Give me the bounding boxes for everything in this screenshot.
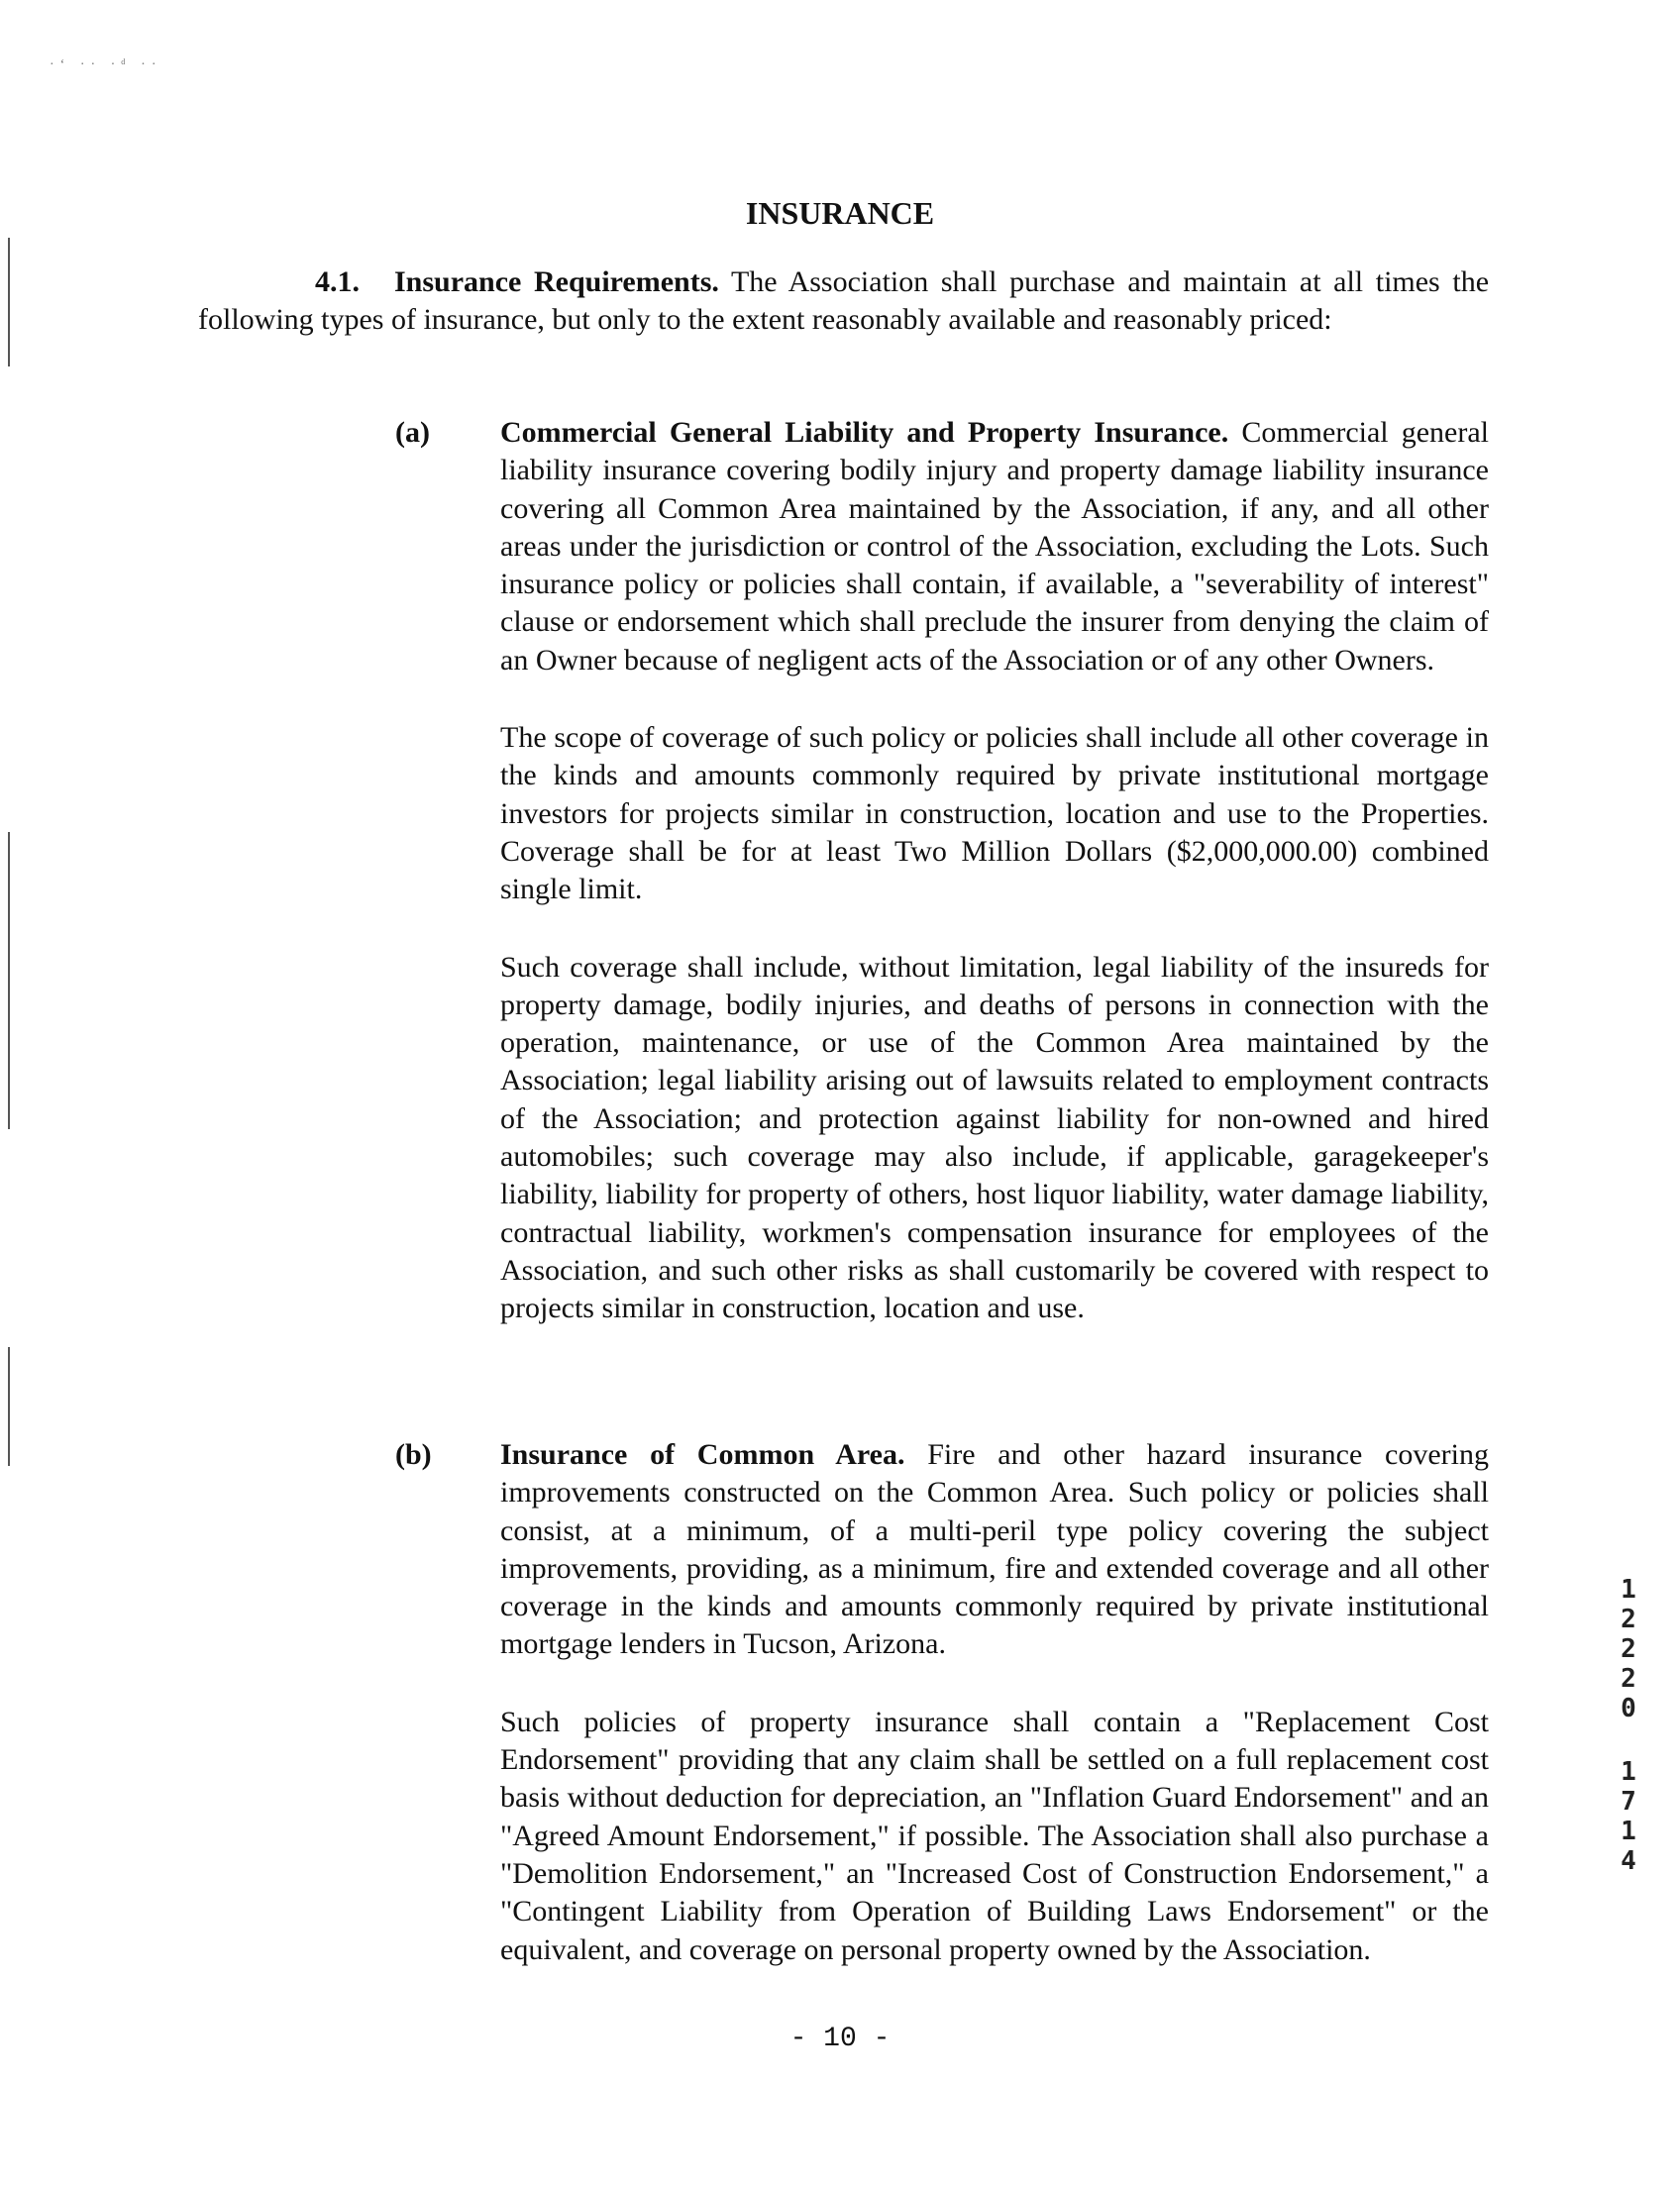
paragraph: The scope of coverage of such policy or policies shall include all other coverage in the kinds and amounts commonly required by private institutional mortgage investors for projects similar in construction, location and use to the Properties. Coverage shall be for at least Two Million Dollars ($2,000,000.00) combined single limit. <box>500 721 1489 906</box>
stamp-digit: 2 <box>1621 1634 1636 1664</box>
scan-margin-mark <box>8 832 10 1129</box>
subsection-a <box>395 414 1489 1368</box>
section-intro <box>198 263 1489 339</box>
paragraph-text: Commercial general liability insurance covering bodily injury and property damage liability insurance covering all Common Area maintained by the Association, if any, and all other areas under the jurisdiction or control of the Association, excluding the Lots. Such insurance policy or policies shall contain, if available, a "severability of interest" clause or endorsement which shall preclude the insurer from denying the claim of an Owner because of negligent acts of the Association or of any other Owners. <box>500 416 1489 677</box>
stamp-digit: 4 <box>1621 1846 1636 1876</box>
paragraph <box>500 1436 1489 1664</box>
stamp-digit: 7 <box>1621 1787 1636 1817</box>
subsection-label: (b) <box>395 1438 432 1471</box>
scan-margin-mark <box>8 1347 10 1466</box>
stamp-digit: 2 <box>1621 1605 1636 1634</box>
stamp-digit: 0 <box>1621 1694 1636 1723</box>
paragraph <box>500 414 1489 679</box>
subsection-label: (a) <box>395 416 430 449</box>
stamp-digit: 1 <box>1621 1757 1636 1787</box>
subsection-heading: Insurance of Common Area. <box>500 1438 905 1471</box>
section-heading: Insurance Requirements. <box>394 265 719 298</box>
subsection-heading: Commercial General Liability and Property Insurance. <box>500 416 1229 449</box>
recording-stamp <box>1617 1575 1640 1876</box>
page-title: INSURANCE <box>745 195 935 231</box>
paragraph: Such policies of property insurance shall contain a "Replacement Cost Endorsement" providing that any claim shall be settled on a full replacement cost basis without deduction for depreciation, an "Inflation Guard Endorsement" and an "Agreed Amount Endorsement," if possible. The Association shall also purchase a "Demolition Endorsement," an "Increased Cost of Construction Endorsement," a "Contingent Liability from Operation of Building Laws Endorsement" or the equivalent, and coverage on personal property owned by the Association. <box>500 1705 1489 1966</box>
stamp-digit: 1 <box>1621 1575 1636 1605</box>
section-intro-text: The Association shall purchase and maintain at all times the following types of insurance, but only to the extent reasonably available and reasonably priced: <box>198 265 1490 336</box>
stamp-digit: 1 <box>1621 1817 1636 1846</box>
scan-specks: ·‘ ·· ·ᵈ ·· <box>50 57 162 72</box>
paragraph-text: Fire and other hazard insurance covering improvements constructed on the Common Area. Such policy or policies shall consist, at a minimum, of a multi-peril type policy covering the subject improvements, providing, as a minimum, fire and extended coverage and all other coverage in the kinds and amounts commonly required by private institutional mortgage lenders in Tucson, Arizona. <box>500 1438 1489 1661</box>
scan-margin-mark <box>8 238 10 366</box>
subsection-b <box>395 1436 1489 2009</box>
section-number: 4.1. <box>315 265 360 298</box>
paragraph: Such coverage shall include, without limitation, legal liability of the insureds for property damage, bodily injuries, and deaths of persons in connection with the operation, maintenance, or use of the Common Area maintained by the Association; legal liability arising out of lawsuits related to employment contracts of the Association; and protection against liability for non-owned and hired automobiles; such coverage may also include, if applicable, garagekeeper's liability, liability for property of others, host liquor liability, water damage liability, contractual liability, workmen's compensation insurance for employees of the Association, and such other risks as shall customarily be covered with respect to projects similar in construction, location and use. <box>500 950 1489 1325</box>
page-number: - 10 - <box>789 2024 891 2054</box>
stamp-digit: 2 <box>1621 1664 1636 1694</box>
